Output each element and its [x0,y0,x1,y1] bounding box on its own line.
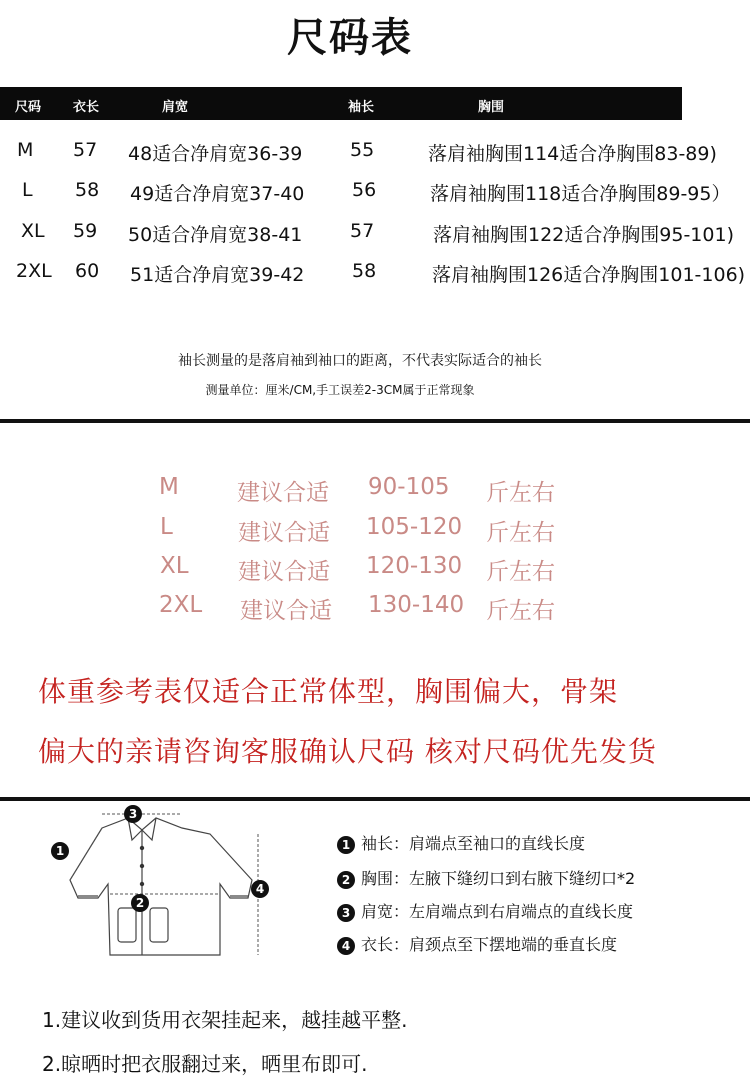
legend-item [337,899,633,923]
page-title: 尺码表 [287,15,413,61]
cell-chest: 落肩袖胸围114适合净胸围83-89) [428,143,717,165]
legend-text: 衣长：肩颈点至下摆地端的垂直长度 [361,935,618,954]
weight-size: L [160,514,173,540]
cell-chest: 落肩袖胸围126适合净胸围101-106) [432,264,746,286]
marker-4: 4 [251,880,269,898]
legend-item [337,866,635,890]
cell-size: XL [21,220,45,242]
divider [0,419,750,423]
table-row [0,260,750,290]
sleeve-note: 袖长测量的是落肩袖到袖口的距离，不代表实际适合的袖长 [178,353,542,369]
legend-text: 肩宽：左肩端点到右肩端点的直线长度 [361,902,634,921]
table-row [0,220,750,250]
weight-row [0,592,750,624]
weight-range: 105-120 [366,514,463,540]
cell-length: 60 [75,260,100,282]
cell-sleeve: 58 [352,260,377,282]
legend-number: 4 [337,937,355,955]
header-shoulder: 肩宽 [162,100,189,115]
weight-unit: 斤左右 [486,559,555,585]
cell-shoulder: 50适合净肩宽38-41 [128,224,303,246]
cell-shoulder: 48适合净肩宽36-39 [128,143,303,165]
weight-range: 130-140 [368,592,465,618]
header-size: 尺码 [15,100,42,115]
cell-size: 2XL [16,260,52,282]
weight-range: 90-105 [368,474,450,500]
weight-row [0,474,750,506]
header-length: 衣长 [73,100,100,115]
weight-unit: 斤左右 [486,480,555,506]
weight-label: 建议合适 [238,559,330,585]
cell-length: 58 [75,179,100,201]
cell-sleeve: 55 [350,139,375,161]
cell-length: 59 [73,220,98,242]
header-chest: 胸围 [478,100,505,115]
jacket-diagram [20,800,310,965]
weight-size: XL [160,553,189,579]
cell-chest: 落肩袖胸围122适合净胸围95-101) [433,224,734,246]
legend-text: 袖长：肩端点至袖口的直线长度 [361,834,586,853]
warning-line-1: 体重参考表仅适合正常体型，胸围偏大，骨架 [38,675,619,708]
weight-size: 2XL [159,592,203,618]
cell-shoulder: 51适合净肩宽39-42 [130,264,305,286]
legend-number: 1 [337,836,355,854]
marker-1: 1 [51,842,69,860]
cell-sleeve: 56 [352,179,377,201]
table-row [0,179,750,209]
weight-size: M [159,474,179,500]
cell-length: 57 [73,139,98,161]
weight-row [0,514,750,546]
table-row [0,139,750,169]
weight-range: 120-130 [366,553,463,579]
warning-line-2: 偏大的亲请咨询客服确认尺码 核对尺码优先发货 [38,735,657,768]
care-line-2: 2.晾晒时把衣服翻过来，晒里布即可. [42,1052,368,1076]
weight-row [0,553,750,585]
marker-3: 3 [124,805,142,823]
legend-item [337,831,585,855]
weight-label: 建议合适 [238,520,330,546]
legend-text: 胸围：左腋下缝纫口到右腋下缝纫口*2 [361,869,636,888]
marker-2: 2 [131,894,149,912]
weight-unit: 斤左右 [486,520,555,546]
weight-label: 建议合适 [237,480,329,506]
legend-item [337,932,617,956]
cell-size: L [22,179,33,201]
legend-number: 2 [337,871,355,889]
legend-number: 3 [337,904,355,922]
header-sleeve: 袖长 [348,100,375,115]
cell-size: M [17,139,34,161]
weight-label: 建议合适 [240,598,332,624]
care-line-1: 1.建议收到货用衣架挂起来，越挂越平整. [42,1008,408,1032]
unit-note: 测量单位：厘米/CM,手工误差2-3CM属于正常现象 [205,383,475,397]
cell-shoulder: 49适合净肩宽37-40 [130,183,305,205]
size-table-header [0,87,682,120]
weight-unit: 斤左右 [486,598,555,624]
cell-chest: 落肩袖胸围118适合净胸围89-95） [430,183,731,205]
cell-sleeve: 57 [350,220,375,242]
